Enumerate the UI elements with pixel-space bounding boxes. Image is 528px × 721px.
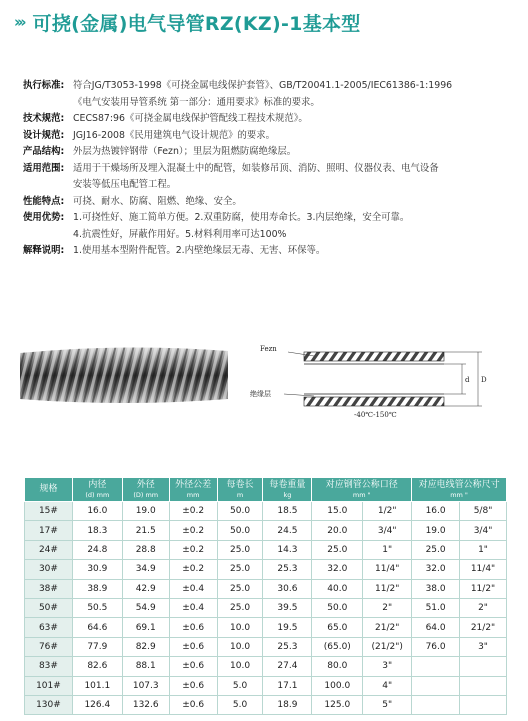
table-cell: ±0.6 <box>169 657 217 676</box>
table-cell <box>460 695 507 714</box>
table-cell: (21/2") <box>363 637 412 656</box>
page-title: 可挠(金属)电气导管RZ(KZ)-1基本型 <box>32 12 361 35</box>
col-header-steel-pipe: 对应钢管公称口径 mm " <box>312 478 412 502</box>
spec-value <box>73 210 503 243</box>
table-cell <box>460 676 507 695</box>
table-cell: 25.0 <box>217 560 263 579</box>
table-cell: 42.9 <box>122 579 169 598</box>
table-row <box>25 579 507 598</box>
table-cell: 39.5 <box>263 598 312 617</box>
table-cell: 17.1 <box>263 676 312 695</box>
spec-value <box>73 194 503 211</box>
table-row <box>25 657 507 676</box>
table-cell: 25.0 <box>217 540 263 559</box>
page-header <box>14 9 361 35</box>
table-cell: 30.9 <box>72 560 122 579</box>
table-cell: 5.0 <box>217 695 263 714</box>
table-cell: ±0.6 <box>169 676 217 695</box>
table-cell: 82.9 <box>122 637 169 656</box>
table-row <box>25 637 507 656</box>
table-cell: 25.3 <box>263 560 312 579</box>
table-cell: 107.3 <box>122 676 169 695</box>
spec-key: 技术规范: <box>23 113 65 124</box>
table-cell: 4" <box>363 676 412 695</box>
table-cell: 28.8 <box>122 540 169 559</box>
table-cell: 18.3 <box>72 521 122 540</box>
table-cell: 19.0 <box>122 502 169 521</box>
table-cell: 10.0 <box>217 637 263 656</box>
table-cell: 5" <box>363 695 412 714</box>
spec-item <box>23 243 503 260</box>
table-cell: 19.5 <box>263 618 312 637</box>
table-cell: 24.5 <box>263 521 312 540</box>
table-cell: 77.9 <box>72 637 122 656</box>
table-cell: 16.0 <box>72 502 122 521</box>
table-cell: 50.0 <box>217 502 263 521</box>
col-header-outer-diameter: 外径 (D) mm <box>122 478 169 502</box>
table-row <box>25 540 507 559</box>
table-cell: 24.8 <box>72 540 122 559</box>
table-cell: 5.0 <box>217 676 263 695</box>
conduit-photo <box>20 345 228 405</box>
spec-line: CECS87:96《可挠金属电线保护管配线工程技术规范》。 <box>73 113 308 124</box>
table-cell: 76.0 <box>412 637 460 656</box>
table-row <box>25 521 507 540</box>
conduit-structure-diagram <box>244 340 514 418</box>
spec-line: 1.使用基本型附件配管。2.内壁绝缘层无毒、无害、环保等。 <box>73 245 326 256</box>
col-header-inner-diameter: 内径 (d) mm <box>72 478 122 502</box>
table-cell: 64.0 <box>412 618 460 637</box>
table-cell: 80.0 <box>312 657 363 676</box>
table-cell: 64.6 <box>72 618 122 637</box>
spec-line: 4.抗震性好，屏蔽作用好。5.材料利用率可达100% <box>73 228 287 240</box>
table-cell: 21/2" <box>460 618 507 637</box>
table-cell: 125.0 <box>312 695 363 714</box>
spec-item <box>23 78 503 111</box>
table-cell: 19.0 <box>412 521 460 540</box>
col-header-roll-weight: 每卷重量 kg <box>263 478 312 502</box>
col-header-wire-pipe: 对应电线管公称尺寸 mm " <box>412 478 507 502</box>
diagram-dimension-lines <box>444 352 482 406</box>
table-cell: ±0.6 <box>169 695 217 714</box>
table-cell: 16.0 <box>412 502 460 521</box>
table-cell: 11/4" <box>363 560 412 579</box>
table-cell: ±0.4 <box>169 598 217 617</box>
spec-item <box>23 161 503 194</box>
table-cell: 15.0 <box>312 502 363 521</box>
spec-line: 1.可挠性好、施工简单方便。2.双重防腐，使用寿命长。3.内层绝缘，安全可靠。 <box>73 212 410 223</box>
spec-value <box>73 111 503 128</box>
spec-key: 执行标准: <box>23 80 65 91</box>
table-cell: 50.0 <box>217 521 263 540</box>
table-cell: 50.5 <box>72 598 122 617</box>
spec-line: 可挠、耐水、防腐、阻燃、绝缘、安全。 <box>73 195 242 207</box>
table-cell: 50.0 <box>312 598 363 617</box>
spec-item <box>23 210 503 243</box>
table-cell: (65.0) <box>312 637 363 656</box>
table-cell: 18.5 <box>263 502 312 521</box>
table-cell: 11/2" <box>363 579 412 598</box>
spec-list <box>23 78 503 260</box>
table-row <box>25 598 507 617</box>
table-cell: 2" <box>460 598 507 617</box>
spec-value <box>73 243 503 260</box>
spec-item <box>23 128 503 145</box>
table-cell: 132.6 <box>122 695 169 714</box>
table-cell: 34.9 <box>122 560 169 579</box>
spec-line: 符合JG/T3053-1998《可挠金属电线保护套管》、GB/T20041.1-2005/IEC61386-1:1996 <box>73 80 453 91</box>
spec-item <box>23 144 503 161</box>
spec-line: 安装等低压电配管工程。 <box>73 179 177 190</box>
table-cell: 32.0 <box>312 560 363 579</box>
table-cell: 88.1 <box>122 657 169 676</box>
table-cell: 25.3 <box>263 637 312 656</box>
table-cell: 69.1 <box>122 618 169 637</box>
col-header-roll-length: 每卷长 m <box>217 478 263 502</box>
spec-key: 性能特点: <box>23 195 65 207</box>
table-cell: 1/2" <box>363 502 412 521</box>
table-cell: 27.4 <box>263 657 312 676</box>
spec-item <box>23 111 503 128</box>
table-cell: 82.6 <box>72 657 122 676</box>
table-cell-spec: 30# <box>25 560 73 579</box>
table-cell: 25.0 <box>217 598 263 617</box>
table-row <box>25 676 507 695</box>
chevron-right-icon: ››› <box>14 13 24 31</box>
spec-line: JGJ16-2008《民用建筑电气设计规范》的要求。 <box>73 129 275 141</box>
table-cell: 30.6 <box>263 579 312 598</box>
table-cell: 21.5 <box>122 521 169 540</box>
table-cell-spec: 24# <box>25 540 73 559</box>
spec-key: 适用范围: <box>23 162 65 174</box>
spec-line: 《电气安装用导管系统 第一部分：通用要求》标准的要求。 <box>73 96 320 108</box>
table-cell: ±0.6 <box>169 618 217 637</box>
spec-table <box>24 477 507 715</box>
spec-value <box>73 161 503 194</box>
table-cell: 18.9 <box>263 695 312 714</box>
table-cell: 1" <box>460 540 507 559</box>
table-cell-spec: 15# <box>25 502 73 521</box>
table-row <box>25 560 507 579</box>
spec-line: 外层为热镀锌钢带（Fezn）；里层为阻燃防腐绝缘层。 <box>73 146 297 157</box>
diagram-label-insulation: 绝缘层 <box>250 390 271 398</box>
table-cell: 51.0 <box>412 598 460 617</box>
table-cell-spec: 101# <box>25 676 73 695</box>
col-header-spec: 规格 <box>25 478 73 502</box>
table-cell <box>412 695 460 714</box>
table-cell: 25.0 <box>412 540 460 559</box>
table-row <box>25 695 507 714</box>
table-cell: 11/2" <box>460 579 507 598</box>
table-row <box>25 618 507 637</box>
table-cell: 3" <box>460 637 507 656</box>
table-cell <box>412 657 460 676</box>
table-cell: 38.9 <box>72 579 122 598</box>
table-cell-spec: 38# <box>25 579 73 598</box>
table-cell <box>412 676 460 695</box>
spec-key: 设计规范: <box>23 129 65 141</box>
table-cell: 10.0 <box>217 618 263 637</box>
diagram-label-outer-d: D <box>481 376 487 384</box>
col-header-tolerance: 外径公差 mm <box>169 478 217 502</box>
table-cell-spec: 83# <box>25 657 73 676</box>
table-cell: 21/2" <box>363 618 412 637</box>
table-header-row <box>25 478 507 502</box>
table-cell: 5/8" <box>460 502 507 521</box>
table-cell: ±0.2 <box>169 560 217 579</box>
table-cell: ±0.2 <box>169 502 217 521</box>
spec-item <box>23 194 503 211</box>
spec-line: 适用于干燥场所及埋入混凝土中的配管，如装修吊顶、消防、照明、仪器仪表、电气设备 <box>73 162 439 174</box>
table-cell: 38.0 <box>412 579 460 598</box>
table-cell: 3/4" <box>363 521 412 540</box>
table-cell: 14.3 <box>263 540 312 559</box>
table-cell: 2" <box>363 598 412 617</box>
diagram-label-inner-d: d <box>465 376 470 384</box>
table-cell: 11/4" <box>460 560 507 579</box>
table-row <box>25 502 507 521</box>
table-cell <box>460 657 507 676</box>
table-cell-spec: 63# <box>25 618 73 637</box>
spec-value <box>73 144 503 161</box>
table-cell: 32.0 <box>412 560 460 579</box>
table-cell: 20.0 <box>312 521 363 540</box>
table-cell: 10.0 <box>217 657 263 676</box>
table-body <box>25 502 507 715</box>
table-cell: 1" <box>363 540 412 559</box>
table-cell: ±0.4 <box>169 579 217 598</box>
spec-key: 使用优势: <box>23 212 65 223</box>
table-cell: 25.0 <box>217 579 263 598</box>
table-cell-spec: 130# <box>25 695 73 714</box>
spec-value <box>73 128 503 145</box>
table-cell: 101.1 <box>72 676 122 695</box>
table-cell: 54.9 <box>122 598 169 617</box>
table-cell-spec: 17# <box>25 521 73 540</box>
table-cell-spec: 76# <box>25 637 73 656</box>
spec-key: 产品结构: <box>23 146 65 157</box>
diagram-label-fezn: Fezn <box>260 345 277 353</box>
table-cell: ±0.2 <box>169 540 217 559</box>
table-cell: 65.0 <box>312 618 363 637</box>
spec-value <box>73 78 503 111</box>
diagram-temp-range: -40℃-150℃ <box>354 411 397 418</box>
table-cell: 126.4 <box>72 695 122 714</box>
table-cell-spec: 50# <box>25 598 73 617</box>
spec-key: 解释说明: <box>23 245 65 256</box>
table-cell: ±0.6 <box>169 637 217 656</box>
table-cell: 40.0 <box>312 579 363 598</box>
table-cell: 100.0 <box>312 676 363 695</box>
table-cell: ±0.2 <box>169 521 217 540</box>
table-cell: 3/4" <box>460 521 507 540</box>
table-cell: 25.0 <box>312 540 363 559</box>
table-cell: 3" <box>363 657 412 676</box>
diagram-tube-section <box>304 352 444 406</box>
